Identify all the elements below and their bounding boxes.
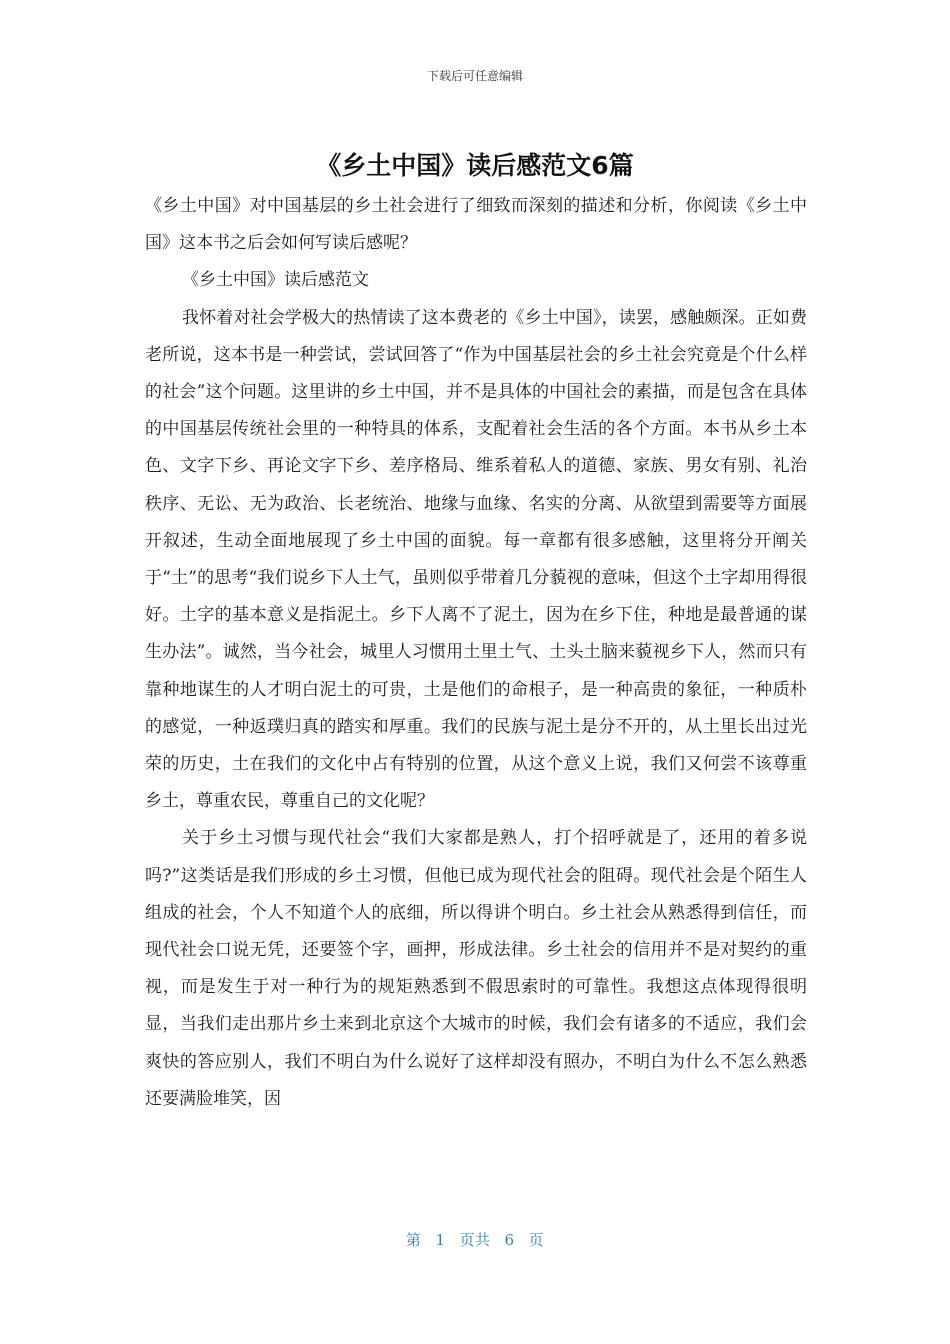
- header-note: 下载后可任意编辑: [426, 69, 523, 83]
- footer-page-number: 1: [435, 1231, 446, 1249]
- body-paragraph-1: 我怀着对社会学极大的热情读了这本费老的《乡土中国》，读罢，感触颇深。正如费老所说，这本书是一种尝试，尝试回答了“作为中国基层社会的乡土社会究竟是个什么样的社会”这个问题。这里讲的乡土中国，并不是具体的中国社会的素描，而是包含在具体的中国基层传统社会里的一种特具的体系，支配着社会生活的各个方面。本书从乡土本色、文字下乡、再论文字下乡、差序格局、维系着私人的道德、家族、男女有别、礼治秩序、无讼、无为政治、长老统治、地缘与血缘、名实的分离、从欲望到需要等方面展开叙述，生动全面地展现了乡土中国的面貌。每一章都有很多感触，这里将分开阐关于“土”的思考“我们说乡下人土气，虽则似乎带着几分藐视的意味，但这个土字却用得很好。土字的基本意义是指泥土。乡下人离不了泥土，因为在乡下住，种地是最普通的谋生办法”。诚然，当今社会，城里人习惯用土里土气、土头土脑来藐视乡下人，然而只有靠种地谋生的人才明白泥土的可贵，土是他们的命根子，是一种高贵的象征，一种质朴的感觉，一种返璞归真的踏实和厚重。我们的民族与泥土是分不开的，从土里长出过光荣的历史，土在我们的文化中占有特别的位置，从这个意义上说，我们又何尝不该尊重乡土，尊重农民，尊重自己的文化呢？: [145, 307, 807, 812]
- body-paragraph-2: 关于乡土习惯与现代社会“我们大家都是熟人，打个招呼就是了，还用的着多说吗?”这类话是我们形成的乡土习惯，但他已成为现代社会的阻碍。现代社会是个陌生人组成的社会，个人不知道个人的底细，所以得讲个明白。乡土社会从熟悉得到信任，而现代社会口说无凭，还要签个字，画押，形成法律。乡土社会的信用并不是对契约的重视，而是发生于对一种行为的规矩熟悉到不假思索时的可靠性。我想这点体现得很明显，当我们走出那片乡土来到北京这个大城市的时候，我们会有诸多的不适应，我们会爽快的答应别人，我们不明白为什么说好了这样却没有照办，不明白为什么不怎么熟悉还要满脸堆笑，因: [145, 828, 807, 1109]
- document-title: 《乡土中国》读后感范文6篇: [316, 151, 634, 180]
- footer-total-pages: 6: [504, 1231, 515, 1249]
- section-subheading: 《乡土中国》读后感范文: [182, 270, 369, 291]
- document-body: [145, 188, 807, 1118]
- footer-middle: 页共: [459, 1231, 491, 1249]
- footer-suffix: 页: [528, 1231, 545, 1249]
- intro-paragraph: 《乡土中国》对中国基层的乡土社会进行了细致而深刻的描述和分析，你阅读《乡土中国》这本书之后会如何写读后感呢？: [145, 196, 807, 254]
- footer-prefix: 第: [405, 1231, 422, 1249]
- page-footer: [0, 1229, 950, 1250]
